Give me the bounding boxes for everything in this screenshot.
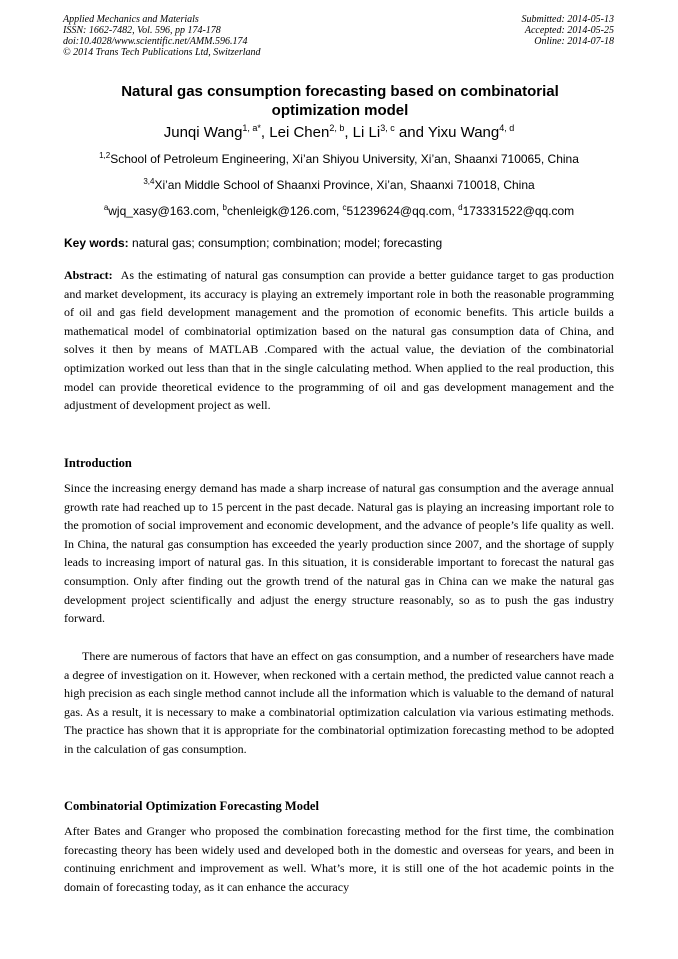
keywords-text: natural gas; consumption; combination; model; forecasting — [128, 236, 443, 250]
affiliation-2 — [40, 178, 638, 193]
author-name: Li Li — [352, 124, 381, 141]
author-separator: , — [260, 124, 270, 141]
email-address: wjq_xasy@163.com, — [108, 204, 223, 218]
paper-title — [80, 82, 600, 120]
keywords — [64, 236, 624, 251]
date-submitted: Submitted: 2014-05-13 — [521, 14, 614, 25]
model-section-paragraph-1: After Bates and Granger who proposed the combination forecasting method for the first time, the combination forecasting theory has been widely used and developed both in the domestic and overseas for years, and been in continuing enrichment and improvement as well. What’s more, it is still one of the hot academic points in the domain of forecasting today, as it can enhance the accuracy — [64, 824, 614, 894]
date-accepted: Accepted: 2014-05-25 — [524, 25, 614, 36]
author-name: Junqi Wang — [163, 124, 243, 141]
author-separator: , — [344, 124, 353, 141]
keywords-label: Key words: — [64, 236, 129, 250]
email-mark: b — [222, 203, 227, 212]
author-name: Lei Chen — [269, 124, 330, 141]
author-separator: and — [394, 124, 428, 141]
introduction-paragraph-2: There are numerous of factors that have an effect on gas consumption, and a number of researchers have made a degree of investigation on it. However, when reckoned with a certain method, the predicted value cannot reach a high precision as each single method cannot include all the information which is valuable to the demand of natural gas. As a result, it is necessary to make a combinatorial optimization calculation via various estimating methods. The practice has shown that it is appropriate for the combinatorial optimization forecasting method to be adopted in the calculation of gas consumption. — [64, 649, 614, 756]
email-mark: a — [103, 203, 109, 212]
email-address: 51239624@qq.com, — [346, 204, 459, 218]
email-list — [40, 204, 638, 219]
abstract-text: As the estimating of natural gas consumption can provide a better guidance target to gas production and market development, its accuracy is playing an extremely important role in both the reasonable programming of oil and gas field development management and the promotion of economic benefits. This article builds a mathematical model of combinatorial optimization based on the natural gas consumption data of China, and solves it then by means of MATLAB .Compared with the actual value, the deviation of the combinatorial optimization worked out less than that in the single calculating method. When applied to the real production, this model can provide theoretical evidence to the programming of oil and gas development management and the adjustment of development project as well. — [64, 268, 614, 413]
abstract-label: Abstract: — [64, 268, 113, 282]
affiliation-text: School of Petroleum Engineering, Xi’an Shiyou University, Xi’an, Shaanxi 710065, China — [110, 152, 579, 166]
email-mark: c — [342, 203, 347, 212]
introduction-heading: Introduction — [64, 456, 132, 470]
journal-name: Applied Mechanics and Materials — [63, 14, 199, 25]
author-affiliation-mark: 4, d — [499, 123, 515, 133]
introduction-paragraph-1: Since the increasing energy demand has made a sharp increase of natural gas consumption and the average annual growth rate had reached up to 15 percent in the past decade. Natural gas is playing an increasing important role to the promotion of social improvement and economic development, and the advance of people’s life quality as well. In China, the natural gas consumption has exceeded the yearly production since 2007, and the shortage of supply leads to increasing import of natural gas. In this situation, it is considerable important to forecast the natural gas consumption. Only after finding out the growth trend of the natural gas in China can we make the natural gas development project scientifically and adjust the energy structure reasonably, so as to push the gas industry forward. — [64, 481, 614, 626]
author-affiliation-mark: 3, c — [380, 123, 395, 133]
journal-copyright: © 2014 Trans Tech Publications Ltd, Switzerland — [63, 47, 261, 58]
author-list — [40, 123, 638, 143]
affiliation-mark: 3,4 — [143, 177, 155, 186]
author-name: Yixu Wang — [427, 124, 500, 141]
date-online: Online: 2014-07-18 — [534, 36, 614, 47]
affiliation-text: Xi’an Middle School of Shaanxi Province, Xi’an, Shaanxi 710018, China — [154, 178, 535, 192]
model-section-heading: Combinatorial Optimization Forecasting Model — [64, 799, 319, 813]
journal-header — [63, 14, 261, 58]
author-affiliation-mark: 2, b — [329, 123, 345, 133]
title-line-2: optimization model — [271, 102, 409, 119]
journal-doi: doi:10.4028/www.scientific.net/AMM.596.174 — [63, 36, 248, 47]
affiliation-1 — [40, 152, 638, 167]
email-address: 173331522@qq.com — [462, 204, 575, 218]
email-address: chenleigk@126.com, — [226, 204, 343, 218]
publication-dates — [522, 14, 615, 47]
author-affiliation-mark: 1, a* — [242, 123, 261, 133]
journal-issn: ISSN: 1662-7482, Vol. 596, pp 174-178 — [63, 25, 221, 36]
affiliation-mark: 1,2 — [99, 151, 111, 160]
abstract — [64, 266, 614, 415]
title-line-1: Natural gas consumption forecasting based on combinatorial — [121, 83, 559, 100]
email-mark: d — [458, 203, 463, 212]
